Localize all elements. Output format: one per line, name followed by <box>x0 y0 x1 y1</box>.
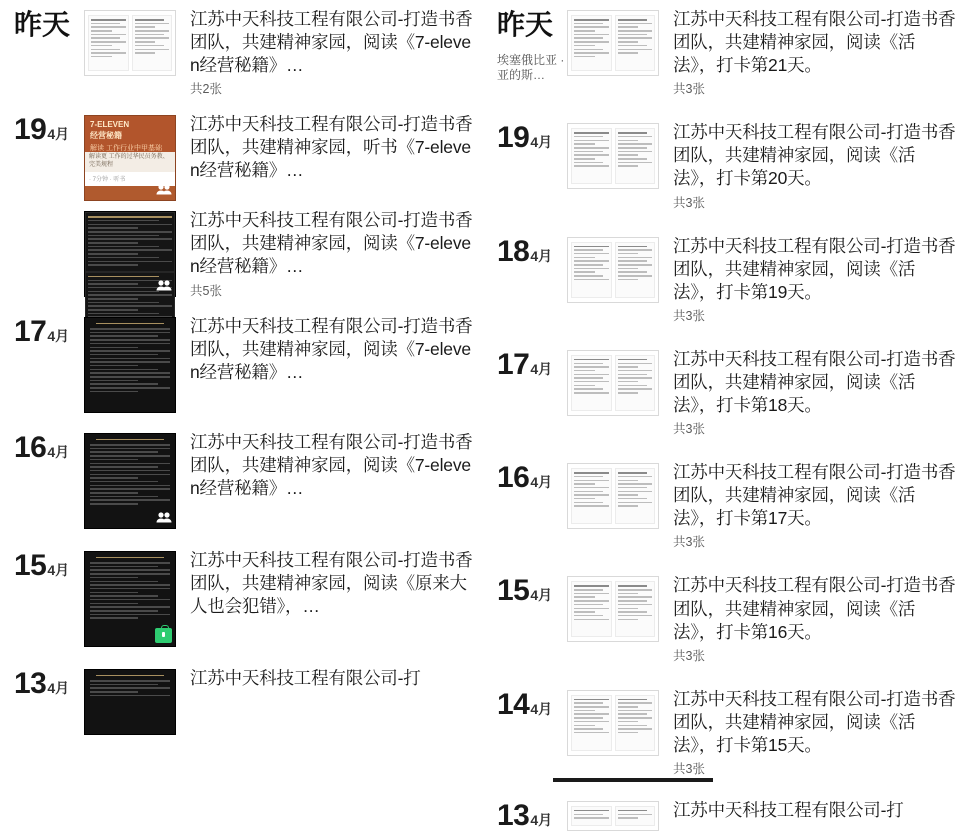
document-thumbnail[interactable] <box>567 801 659 831</box>
entry-thumbnail[interactable] <box>84 111 180 201</box>
lock-icon <box>155 628 172 643</box>
entry-image-count: 共3张 <box>673 195 705 210</box>
entry-date <box>6 6 84 41</box>
entry-text <box>180 547 475 618</box>
entry-text <box>663 572 958 663</box>
entry-title: 江苏中天科技工程有限公司-打造书香团队，共建精神家园，阅读《7-eleven经营秘籍》… <box>190 431 473 498</box>
date-day: 17 <box>14 314 47 348</box>
entry-text <box>180 313 475 384</box>
entry-title: 江苏中天科技工程有限公司-打造书香团队，共建精神家园，阅读《活法》，打卡第21天。 <box>673 9 956 76</box>
entry-thumbnail[interactable] <box>567 572 663 642</box>
left-pane <box>0 0 483 796</box>
entry-date <box>6 207 84 211</box>
entry-image-count: 共3张 <box>673 308 705 323</box>
date-month: 4月 <box>47 679 70 696</box>
entry-text <box>663 6 958 97</box>
date-day: 15 <box>14 548 47 582</box>
document-thumbnail[interactable] <box>84 551 176 647</box>
date-month: 4月 <box>530 811 553 828</box>
document-thumbnail[interactable] <box>84 669 176 735</box>
entry-thumbnail[interactable] <box>84 429 180 529</box>
date-month: 4月 <box>47 561 70 578</box>
entry-thumbnail[interactable] <box>567 233 663 303</box>
right-feed <box>483 6 966 831</box>
entry-title: 江苏中天科技工程有限公司-打造书香团队，共建精神家园，阅读《原来大人也会犯错》，… <box>190 549 473 616</box>
document-thumbnail[interactable] <box>567 576 659 642</box>
date-month: 4月 <box>530 134 553 151</box>
entry-image-count: 共3张 <box>673 761 705 776</box>
entry-title: 江苏中天科技工程有限公司-打造书香团队，共建精神家园，阅读《7-eleven经营秘籍》… <box>190 315 473 382</box>
date-month: 4月 <box>530 700 553 717</box>
entry-date <box>489 797 567 831</box>
document-thumbnail[interactable] <box>84 317 176 413</box>
entry-text <box>180 111 475 182</box>
date-month: 4月 <box>47 327 70 344</box>
entry-thumbnail[interactable] <box>84 6 180 76</box>
entry-title: 江苏中天科技工程有限公司-打造书香团队，共建精神家园，阅读《7-eleven经营秘籍》… <box>190 210 473 277</box>
date-month: 4月 <box>530 247 553 264</box>
entry-image-count: 共3张 <box>673 648 705 663</box>
group-icon <box>156 279 172 293</box>
entry-text <box>180 207 475 298</box>
entry-date <box>6 547 84 581</box>
list-item[interactable] <box>0 6 483 97</box>
date-month: 4月 <box>530 587 553 604</box>
list-item[interactable] <box>0 665 483 735</box>
list-item[interactable] <box>0 207 483 298</box>
date-day: 19 <box>14 113 47 147</box>
entry-thumbnail[interactable] <box>567 346 663 416</box>
right-pane <box>483 0 966 832</box>
entry-title: 江苏中天科技工程有限公司-打造书香团队，共建精神家园，阅读《活法》，打卡第18天。 <box>673 348 956 416</box>
date-label: 昨天 <box>14 9 71 40</box>
entry-title: 江苏中天科技工程有限公司-打造书香团队，共建精神家园，阅读《7-eleven经营秘籍》… <box>190 9 473 76</box>
document-thumbnail[interactable] <box>567 350 659 416</box>
entry-text <box>180 429 475 500</box>
date-day: 15 <box>497 574 530 608</box>
entry-text <box>663 346 958 437</box>
entry-thumbnail[interactable] <box>567 686 663 756</box>
date-month: 4月 <box>47 443 70 460</box>
entry-title: 江苏中天科技工程有限公司-打造书香团队，共建精神家园，阅读《活法》，打卡第15天。 <box>673 688 956 755</box>
list-item[interactable] <box>483 572 966 663</box>
left-feed <box>0 6 483 735</box>
entry-title: 江苏中天科技工程有限公司-打造书香团队，共建精神家园，阅读《活法》，打卡第17天。 <box>673 462 956 529</box>
entry-date <box>489 6 567 83</box>
home-indicator <box>553 778 713 782</box>
entry-text <box>180 6 475 97</box>
entry-text <box>663 233 958 324</box>
entry-date <box>6 665 84 699</box>
date-month: 4月 <box>530 474 553 491</box>
document-thumbnail[interactable] <box>567 463 659 529</box>
list-item[interactable] <box>483 6 966 97</box>
entry-date <box>489 686 567 720</box>
location-label: 埃塞俄比亚 · 亚的斯… <box>497 52 565 82</box>
list-item[interactable] <box>483 459 966 550</box>
entry-thumbnail[interactable] <box>567 119 663 189</box>
entry-date <box>489 233 567 267</box>
document-thumbnail[interactable] <box>567 10 659 76</box>
list-item[interactable] <box>483 119 966 210</box>
entry-title: 江苏中天科技工程有限公司-打 <box>190 667 421 688</box>
entry-image-count: 共5张 <box>190 283 222 298</box>
entry-title: 江苏中天科技工程有限公司-打造书香团队，共建精神家园，阅读《活法》，打卡第16天。 <box>673 575 956 642</box>
entry-thumbnail[interactable] <box>84 547 180 647</box>
list-item[interactable] <box>0 429 483 529</box>
list-item[interactable] <box>483 686 966 777</box>
entry-thumbnail[interactable] <box>84 665 180 735</box>
date-day: 14 <box>497 687 530 721</box>
entry-image-count: 共3张 <box>673 82 705 97</box>
entry-thumbnail[interactable] <box>567 459 663 529</box>
entry-thumbnail[interactable] <box>84 313 180 413</box>
entry-image-count: 共3张 <box>673 535 705 550</box>
entry-image-count: 共3张 <box>673 422 705 437</box>
entry-date <box>489 459 567 493</box>
entry-text <box>663 119 958 210</box>
date-day: 18 <box>497 234 530 268</box>
entry-text <box>663 686 958 777</box>
document-thumbnail[interactable] <box>84 433 176 529</box>
entry-date <box>489 346 567 380</box>
document-thumbnail[interactable] <box>84 10 176 76</box>
entry-date <box>489 119 567 153</box>
entry-text <box>663 797 958 822</box>
date-day: 16 <box>497 461 530 495</box>
entry-date <box>6 111 84 145</box>
date-day: 13 <box>14 666 47 700</box>
group-icon <box>156 511 172 525</box>
book-cover-thumbnail[interactable]: 7-ELEVEN 经营秘籍 解读 工作行业中甲基础 解读更 工作的过华民员务教、完美规程 · 7分钟 · 听书 <box>84 115 176 201</box>
list-item[interactable] <box>483 233 966 324</box>
date-day: 13 <box>497 798 530 832</box>
entry-date <box>6 313 84 347</box>
entry-thumbnail[interactable] <box>567 797 663 831</box>
entry-date <box>6 429 84 463</box>
list-item[interactable] <box>0 313 483 413</box>
document-thumbnail[interactable] <box>567 237 659 303</box>
date-day: 17 <box>497 347 530 381</box>
list-item[interactable] <box>483 346 966 437</box>
entry-thumbnail[interactable] <box>567 6 663 76</box>
entry-title: 江苏中天科技工程有限公司-打 <box>673 799 904 820</box>
group-icon <box>156 183 172 197</box>
date-month: 4月 <box>530 360 553 377</box>
list-item[interactable] <box>483 797 966 831</box>
date-day: 19 <box>497 121 530 155</box>
entry-text <box>663 459 958 550</box>
list-item[interactable] <box>0 111 483 201</box>
entry-title: 江苏中天科技工程有限公司-打造书香团队，共建精神家园，阅读《活法》，打卡第19天。 <box>673 235 956 302</box>
entry-date <box>489 572 567 606</box>
document-thumbnail[interactable] <box>567 123 659 189</box>
date-month: 4月 <box>47 126 70 143</box>
document-thumbnail[interactable] <box>84 211 176 297</box>
date-day: 16 <box>14 430 47 464</box>
document-thumbnail[interactable] <box>567 690 659 756</box>
entry-image-count: 共2张 <box>190 82 222 97</box>
entry-thumbnail[interactable] <box>84 207 180 297</box>
entry-title: 江苏中天科技工程有限公司-打造书香团队，共建精神家园，听书《7-eleven经营秘籍》… <box>190 114 473 181</box>
list-item[interactable] <box>0 547 483 647</box>
entry-text <box>180 665 475 690</box>
date-label: 昨天 <box>497 9 554 40</box>
entry-title: 江苏中天科技工程有限公司-打造书香团队，共建精神家园，阅读《活法》，打卡第20天。 <box>673 122 956 189</box>
